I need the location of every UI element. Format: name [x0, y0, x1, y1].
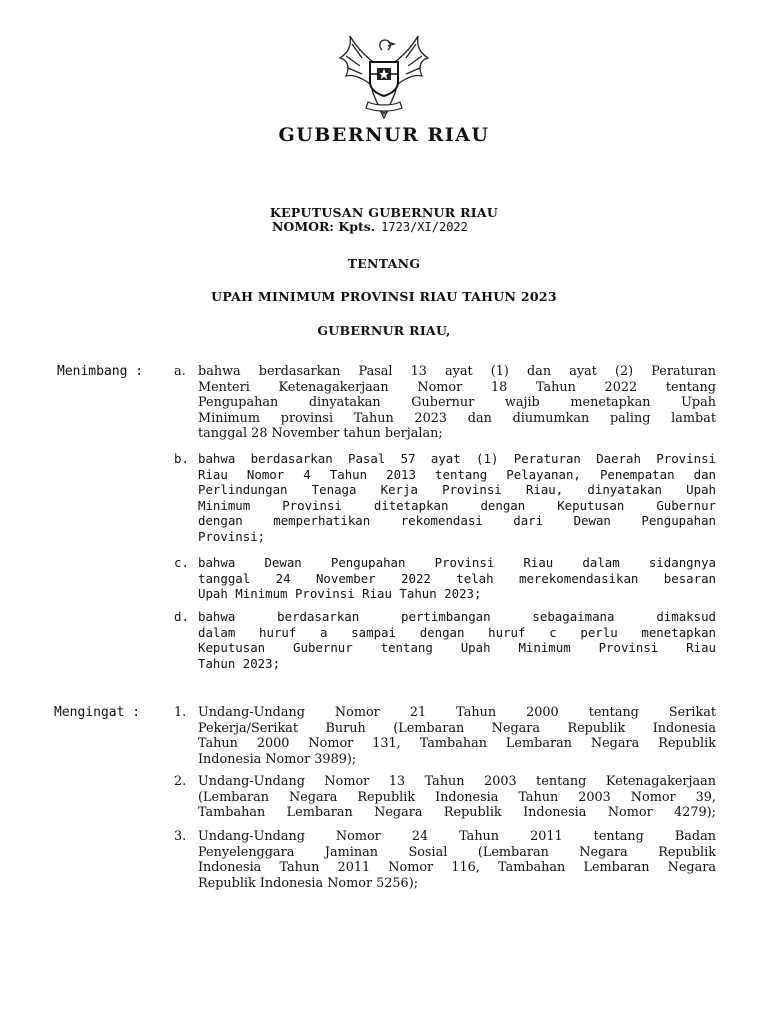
item-line: Pekerja/Serikat Buruh (Lembaran Negara Republik Indonesia: [198, 720, 716, 736]
item-line: bahwa berdasarkan pertimbangan sebagaimana dimaksud: [198, 609, 716, 624]
item-line: Undang-Undang Nomor 21 Tahun 2000 tentang Serikat: [198, 705, 716, 720]
item-line: Minimum provinsi Tahun 2023 dan diumumkan paling lambat: [198, 410, 716, 426]
item-marker: c.: [174, 555, 189, 570]
decree-number: [272, 219, 468, 234]
item-line: Minimum Provinsi ditetapkan dengan Keputusan Gubernur: [198, 497, 716, 513]
item-line: Undang-Undang Nomor 24 Tahun 2011 tentang Badan: [198, 829, 716, 844]
item-marker: b.: [174, 451, 189, 466]
item-line: Indonesia Tahun 2011 Nomor 116, Tambahan Lembaran Negara: [198, 860, 716, 876]
item-line: bahwa Dewan Pengupahan Provinsi Riau dalam sidangnya: [198, 555, 716, 570]
decree-title: KEPUTUSAN GUBERNUR RIAU: [269, 205, 499, 220]
garuda-emblem-icon: [332, 28, 436, 120]
item-line: Tambahan Lembaran Negara Republik Indonesia Nomor 4279);: [198, 805, 716, 821]
item-line: Tahun 2023;: [198, 655, 281, 671]
item-marker: a.: [174, 364, 186, 379]
mengingat-label: Mengingat :: [54, 705, 141, 720]
item-line: Menteri Ketenagakerjaan Nomor 18 Tahun 2022 tentang: [198, 379, 716, 395]
decree-number-label: NOMOR: Kpts.: [272, 219, 376, 234]
item-line: bahwa berdasarkan Pasal 57 ayat (1) Peraturan Daerah Provinsi: [198, 451, 716, 466]
item-marker: d.: [174, 609, 189, 624]
item-line: bahwa berdasarkan Pasal 13 ayat (1) dan ayat (2) Peraturan: [198, 364, 716, 379]
item-line: Tahun 2000 Nomor 131, Tambahan Lembaran Negara Republik: [198, 736, 716, 752]
item-line: Republik Indonesia Nomor 5256);: [198, 875, 419, 891]
about-heading: TENTANG: [347, 256, 421, 271]
item-line: Upah Minimum Provinsi Riau Tahun 2023;: [198, 586, 482, 602]
item-marker: 2.: [174, 774, 187, 789]
item-line: Keputusan Gubernur tentang Upah Minimum Provinsi Riau: [198, 640, 716, 656]
item-line: tanggal 28 November tahun berjalan;: [198, 426, 443, 442]
signatory-heading: GUBERNUR RIAU,: [317, 323, 451, 338]
item-line: dengan memperhatikan rekomendasi dari Dewan Pengupahan: [198, 513, 716, 529]
item-marker: 1.: [174, 705, 187, 720]
item-marker: 3.: [174, 829, 187, 844]
item-line: Riau Nomor 4 Tahun 2013 tentang Pelayanan, Penempatan dan: [198, 466, 716, 482]
menimbang-label: Menimbang :: [57, 364, 144, 379]
decree-subject: UPAH MINIMUM PROVINSI RIAU TAHUN 2023: [211, 289, 557, 304]
item-line: Penyelenggara Jaminan Sosial (Lembaran Negara Republik: [198, 844, 716, 860]
item-line: Pengupahan dinyatakan Gubernur wajib menetapkan Upah: [198, 395, 716, 411]
item-line: Perlindungan Tenaga Kerja Provinsi Riau, dinyatakan Upah: [198, 482, 716, 498]
item-line: Provinsi;: [198, 528, 266, 544]
item-line: (Lembaran Negara Republik Indonesia Tahun 2003 Nomor 39,: [198, 789, 716, 805]
item-line: Undang-Undang Nomor 13 Tahun 2003 tentang Ketenagakerjaan: [198, 774, 716, 789]
item-line: Indonesia Nomor 3989);: [198, 751, 357, 767]
item-line: dalam huruf a sampai dengan huruf c perlu menetapkan: [198, 624, 716, 640]
governor-title: GUBERNUR RIAU: [278, 124, 490, 146]
item-line: tanggal 24 November 2022 telah merekomendasikan besaran: [198, 570, 716, 586]
decree-number-value: 1723/XI/2022: [381, 220, 468, 234]
